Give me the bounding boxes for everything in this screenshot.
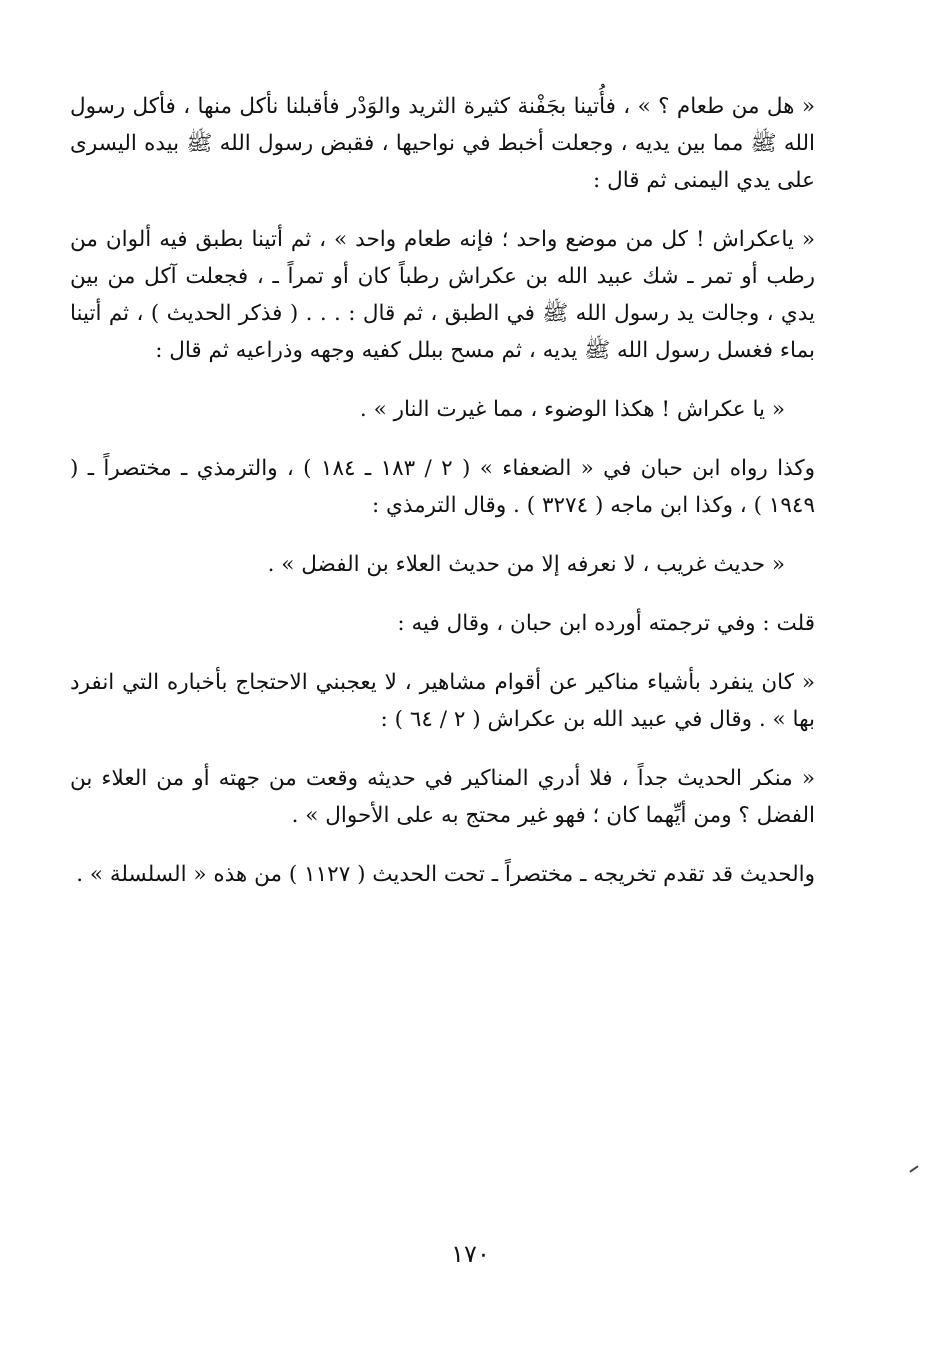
paragraph-5: « حديث غريب ، لا نعرفه إلا من حديث العلاء بن الفضل » . (267, 552, 785, 577)
paragraph-4: وكذا رواه ابن حبان في « الضعفاء » ( ٢ / ١٨٣ ـ ١٨٤ ) ، والترمذي ـ مختصراً ـ ( ١٩٤٩ ) ، وكذا ابن ماجه ( ٣٢٧٤ ) . وقال الترمذي : (70, 456, 816, 518)
paragraph-2: « ياعكراش ! كل من موضع واحد ؛ فإنه طعام واحد » ، ثم أتينا بطبق فيه ألوان من رطب أو تمر ـ شك عبيد الله بن عكراش رطباً كان أو تمراً ـ ، فجعلت آكل من بين يدي ، وجالت يد رسول الله ﷺ في الطبق ، ثم قال : . . . ( فذكر الحديث ) ، ثم أتينا بماء فغسل رسول الله ﷺ يديه ، ثم مسح ببلل كفيه وجهه وذراعيه ثم قال : (70, 227, 815, 363)
paragraph-8: « منكر الحديث جداً ، فلا أدري المناكير في حديثه وقعت من جهته أو من العلاء بن الفضل ؟ ومن أيِّهما كان ؛ فهو غير محتج به على الأحوال » . (70, 766, 815, 828)
paragraph-7: « كان ينفرد بأشياء مناكير عن أقوام مشاهير ، لا يعجبني الاحتجاج بأخباره التي انفرد بها » . وقال في عبيد الله بن عكراش ( ٢ / ٦٤ ) : (70, 670, 815, 732)
page-body (70, 88, 815, 915)
page-number: ١٧٠ (451, 1240, 490, 1268)
paragraph-9: والحديث قد تقدم تخريجه ـ مختصراً ـ تحت الحديث ( ١١٢٧ ) من هذه « السلسلة » . (76, 862, 815, 887)
margin-mark (909, 1165, 918, 1172)
paragraph-1: « هل من طعام ؟ » ، فأُتينا بجَفْنة كثيرة الثريد والوَدْر فأقبلنا نأكل منها ، فأكل رسول الله ﷺ مما بين يديه ، وجعلت أخبط في نواحيها ، فقبض رسول الله ﷺ بيده اليسرى على يدي اليمنى ثم قال : (70, 94, 815, 193)
paragraph-3: « يا عكراش ! هكذا الوضوء ، مما غيرت النار » . (359, 397, 785, 422)
paragraph-6: قلت : وفي ترجمته أورده ابن حبان ، وقال فيه : (397, 611, 815, 636)
